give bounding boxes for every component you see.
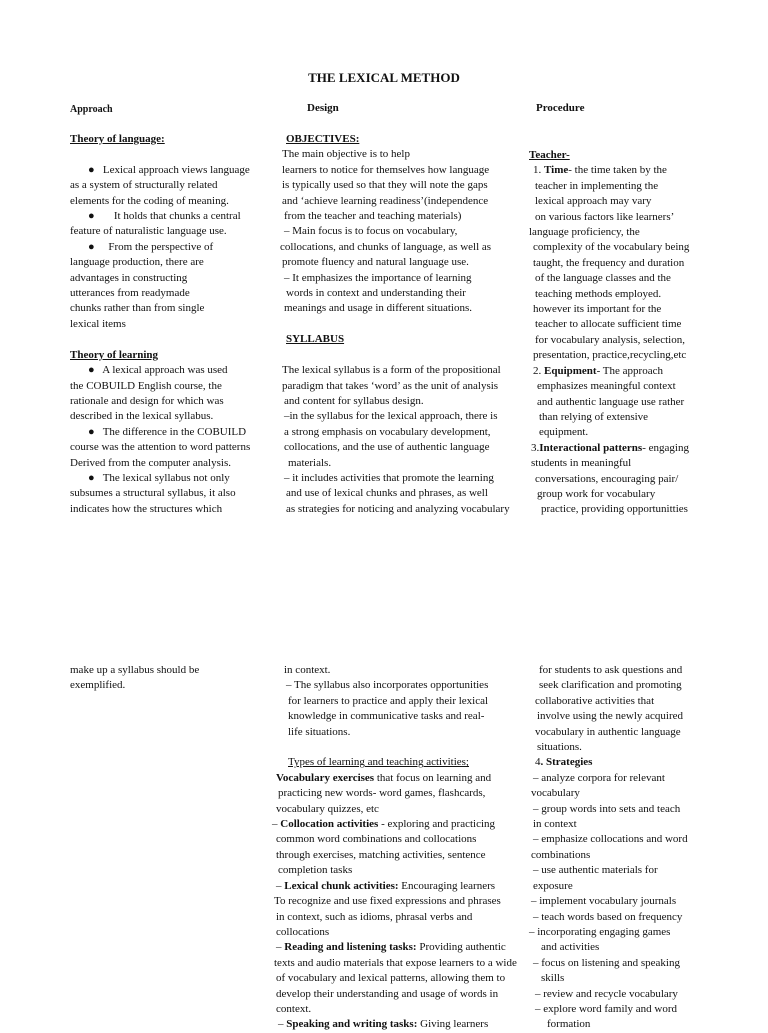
text-line — [282, 348, 528, 363]
text-line: exposure — [533, 879, 573, 892]
text-line: presentation, practice,recycling,etc — [533, 349, 687, 362]
text-line: and ‘achieve learning readiness’(independence — [282, 194, 489, 207]
text-line: chunks rather than from single — [70, 302, 205, 315]
text-line: in context, such as idioms, phrasal verbs and — [276, 910, 473, 923]
text-line: combinations — [531, 848, 591, 861]
text-segment: – — [272, 818, 281, 831]
text-line: ● Lexical approach views language — [88, 163, 250, 176]
text-line: is typically used so that they will note the gaps — [282, 179, 488, 192]
text-line — [274, 771, 524, 786]
text-segment: Equipment — [544, 364, 597, 377]
text-segment: - the time taken by the — [568, 164, 667, 177]
text-line: – It emphasizes the importance of learning — [284, 271, 472, 284]
text-line: and use of lexical chunks and phrases, as well — [286, 487, 488, 500]
text-line: rationale and design for which was — [70, 394, 224, 407]
text-line: elements for the coding of meaning. — [70, 194, 229, 207]
text-line: for vocabulary analysis, selection, — [535, 333, 685, 346]
text-segment: that focus on learning and — [374, 771, 492, 784]
text-line: collocations, and chunks of language, as well as — [280, 240, 492, 253]
text-line: lexical approach may vary — [535, 195, 652, 208]
text-line: The main objective is to help — [282, 148, 410, 161]
text-line: teacher to allocate sufficient time — [535, 318, 682, 331]
text-line: Theory of language: — [70, 133, 165, 145]
text-line: texts and audio materials that expose learners to a wide — [274, 956, 517, 969]
text-line: –in the syllabus for the lexical approach, there is — [284, 410, 498, 423]
text-line: – it includes activities that promote the learning — [284, 471, 494, 484]
procedure-column-top — [529, 148, 764, 518]
text-line: promote fluency and natural language use. — [282, 256, 469, 269]
text-segment: – — [276, 941, 285, 954]
text-line: language proficiency, the — [529, 226, 640, 239]
text-line — [70, 147, 275, 162]
text-line: To recognize and use fixed expressions and phrases — [274, 895, 501, 908]
text-line: as a system of structurally related — [70, 179, 218, 192]
text-line: The lexical syllabus is a form of the propositional — [282, 364, 501, 377]
text-line: teacher in implementing the — [535, 179, 659, 192]
text-line: – incorporating engaging games — [529, 925, 671, 938]
text-segment: Lexical chunk activities: — [284, 879, 399, 892]
text-line: teaching methods employed. — [535, 287, 662, 300]
design-column-bottom — [274, 663, 524, 1033]
text-segment: Collocation activities — [280, 818, 379, 831]
text-line: formation — [547, 1018, 591, 1031]
text-line: ● From the perspective of — [88, 240, 214, 253]
text-line: course was the attention to word patterns — [70, 441, 251, 454]
text-line: language production, there are — [70, 256, 204, 269]
text-line: as strategies for noticing and analyzing vocabulary — [286, 502, 510, 515]
text-line — [70, 332, 275, 347]
text-line: subsumes a structural syllabus, it also — [70, 487, 236, 500]
text-line: through exercises, matching activities, sentence — [276, 848, 486, 861]
text-segment: Providing authentic — [416, 941, 506, 954]
text-line: paradigm that takes ‘word’ as the unit of analysis — [282, 379, 499, 392]
text-segment: - exploring and practicing — [378, 818, 496, 831]
text-line: equipment. — [539, 426, 589, 439]
text-line — [274, 1017, 524, 1032]
text-line: the COBUILD English course, the — [70, 379, 222, 392]
text-segment: Time — [544, 164, 569, 177]
text-line: life situations. — [288, 725, 351, 738]
text-segment: Speaking and writing tasks: — [286, 1018, 418, 1031]
text-line: meanings and usage in different situations. — [284, 302, 472, 315]
text-line: lexical items — [70, 317, 126, 330]
text-line: of the language classes and the — [535, 272, 671, 285]
document-title: THE LEXICAL METHOD — [308, 70, 460, 85]
text-line: – analyze corpora for relevant — [533, 771, 665, 784]
text-line: and activities — [541, 941, 600, 954]
text-line: vocabulary in authentic language — [535, 725, 681, 738]
text-line: a strong emphasis on vocabulary development, — [284, 425, 491, 438]
text-line — [529, 441, 764, 456]
approach-column-bottom — [70, 663, 275, 694]
text-line: SYLLABUS — [286, 333, 345, 346]
text-line: knowledge in communicative tasks and real- — [288, 710, 485, 723]
text-segment: 4 — [535, 756, 541, 769]
text-line: exemplified. — [70, 679, 126, 692]
text-segment: Encouraging learners — [398, 879, 496, 892]
text-line: OBJECTIVES: — [286, 133, 360, 145]
text-line: collaborative activities that — [535, 694, 655, 707]
text-line: develop their understanding and usage of words in — [276, 987, 499, 1000]
text-line: in context — [533, 818, 577, 831]
text-line: ● The lexical syllabus not only — [88, 471, 230, 484]
text-line — [274, 740, 524, 755]
text-line: from the teacher and teaching materials) — [284, 210, 462, 223]
design-heading: Design — [307, 102, 339, 114]
text-line: practicing new words- word games, flashcards, — [278, 787, 486, 800]
text-segment: – — [278, 1018, 287, 1031]
text-line: materials. — [288, 456, 332, 469]
text-line: than relying of extensive — [539, 410, 649, 423]
text-line: Theory of learning — [70, 348, 158, 361]
text-line: – group words into sets and teach — [533, 802, 681, 815]
text-line: make up a syllabus should be — [70, 664, 200, 676]
text-line: utterances from readymade — [70, 287, 190, 300]
text-line: common word combinations and collocations — [276, 833, 477, 846]
text-line: described in the lexical syllabus. — [70, 410, 214, 423]
approach-heading: Approach — [70, 104, 113, 115]
text-line: complexity of the vocabulary being — [533, 241, 690, 254]
text-line: completion tasks — [278, 864, 353, 877]
text-segment: - The approach — [596, 364, 663, 377]
text-line: feature of naturalistic language use. — [70, 225, 227, 238]
text-line: vocabulary quizzes, etc — [276, 802, 379, 815]
text-line: emphasizes meaningful context — [537, 380, 676, 393]
text-line: advantages in constructing — [70, 271, 188, 284]
text-segment: Vocabulary exercises — [276, 771, 375, 784]
text-segment: 3. — [531, 441, 540, 454]
text-line: and content for syllabus design. — [284, 394, 424, 407]
text-line: – implement vocabulary journals — [531, 895, 677, 908]
text-segment: Reading and listening tasks: — [284, 941, 417, 954]
design-column-top — [282, 132, 528, 517]
text-line: ● A lexical approach was used — [88, 364, 228, 377]
text-segment: 2. — [533, 364, 544, 377]
text-line: of vocabulary and lexical patterns, allowing them to — [276, 972, 506, 985]
text-segment: Giving learners — [417, 1018, 489, 1031]
text-line: involve using the newly acquired — [537, 710, 684, 723]
text-line: conversations, encouraging pair/ — [535, 472, 679, 485]
text-segment: Interactional patterns — [539, 441, 643, 454]
text-line: Derived from the computer analysis. — [70, 456, 231, 469]
text-line: on various factors like learners’ — [535, 210, 675, 223]
text-line: however its important for the — [533, 303, 662, 316]
text-segment: - engaging — [642, 441, 689, 454]
text-line: for students to ask questions and — [539, 664, 683, 676]
text-line: – focus on listening and speaking — [533, 956, 680, 969]
text-line: taught, the frequency and duration — [533, 256, 685, 269]
text-line: indicates how the structures which — [70, 502, 223, 515]
text-line: ● The difference in the COBUILD — [88, 425, 247, 438]
approach-column-top — [70, 132, 275, 517]
text-line: learners to notice for themselves how language — [282, 163, 490, 176]
text-line — [272, 817, 524, 832]
text-segment: . Strategies — [540, 756, 593, 769]
procedure-column-bottom — [529, 663, 764, 1033]
procedure-heading: Procedure — [536, 102, 585, 114]
text-line: and authentic language use rather — [537, 395, 685, 408]
text-line: Teacher- — [529, 149, 570, 161]
text-line: ● It holds that chunks a central — [88, 210, 241, 223]
text-line: – review and recycle vocabulary — [535, 987, 678, 1000]
text-line: seek clarification and promoting — [539, 679, 682, 692]
text-line: collocations, and the use of authentic language — [284, 441, 490, 454]
text-line: – teach words based on frequency — [533, 910, 683, 923]
text-line — [529, 364, 764, 379]
text-segment: 1. — [533, 164, 544, 177]
text-line: group work for vocabulary — [537, 487, 656, 500]
text-line: collocations — [276, 925, 330, 938]
text-line: context. — [276, 1002, 312, 1015]
text-line: – explore word family and word — [535, 1002, 678, 1015]
text-line: – emphasize collocations and word — [533, 833, 688, 846]
text-line — [274, 879, 524, 894]
text-line: situations. — [537, 741, 582, 754]
text-line: practice, providing opportunitties — [541, 503, 688, 516]
text-line: – The syllabus also incorporates opportunities — [286, 679, 489, 692]
text-line — [282, 317, 528, 332]
text-line: skills — [541, 972, 565, 985]
text-line: – use authentic materials for — [533, 864, 658, 877]
text-segment: – — [276, 879, 285, 892]
text-line: students in meaningful — [531, 457, 632, 470]
text-line — [529, 755, 764, 770]
text-line: words in context and understanding their — [286, 287, 466, 300]
text-line: vocabulary — [531, 787, 580, 800]
text-line: in context. — [284, 664, 331, 676]
text-line: – Main focus is to focus on vocabulary, — [284, 225, 458, 238]
text-line: Types of learning and teaching activities; — [288, 756, 469, 769]
text-line: for learners to practice and apply their lexical — [288, 694, 489, 707]
text-line — [274, 940, 524, 955]
text-line — [529, 163, 764, 178]
